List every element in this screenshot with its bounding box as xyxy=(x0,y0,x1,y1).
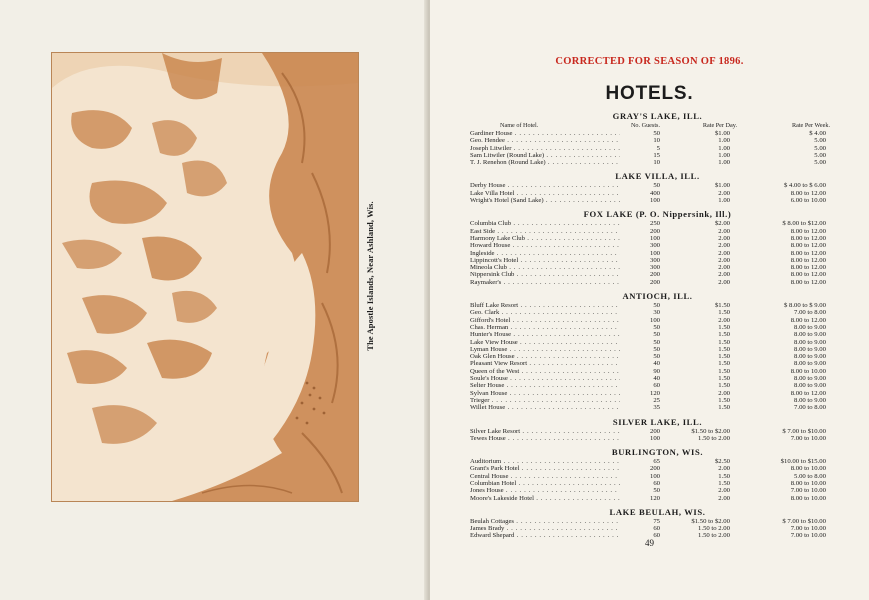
rate-per-day: 2.00 xyxy=(718,249,730,257)
guest-count: 75 xyxy=(653,517,660,525)
season-banner: CORRECTED FOR SEASON OF 1896. xyxy=(555,56,744,67)
guest-count: 60 xyxy=(653,382,660,390)
guest-count: 5 xyxy=(656,144,660,152)
rate-per-day: 1.50 xyxy=(718,472,730,480)
rate-per-day: 2.00 xyxy=(718,256,730,264)
guest-count: 50 xyxy=(653,353,660,361)
section-heading: GRAY'S LAKE, ILL. xyxy=(612,111,703,121)
rate-per-day: $1.50 to $2.00 xyxy=(691,427,730,435)
hotel-name: Lyman House . . . xyxy=(470,346,620,353)
rate-per-week: 8.00 to 10.00 xyxy=(790,494,826,502)
rate-per-day: 2.00 xyxy=(718,271,730,279)
hotel-row xyxy=(470,375,845,382)
guest-count: 100 xyxy=(649,249,660,257)
rate-per-week: 8.00 to 10.00 xyxy=(790,479,826,487)
rate-per-week: 8.00 to 9.00 xyxy=(794,375,826,383)
hotel-name: Gardiner House . . . xyxy=(470,130,620,137)
hotel-name: East Side . . . xyxy=(470,228,620,235)
hotel-row xyxy=(470,130,845,137)
rate-per-day: 1.50 xyxy=(718,479,730,487)
hotel-name: Oak Glen House . . . xyxy=(470,353,620,360)
guest-count: 60 xyxy=(653,532,660,540)
rate-per-day: 1.50 xyxy=(718,396,730,404)
rate-per-day: 2.00 xyxy=(718,242,730,250)
hotel-name: Sam Litwiler (Round Lake) . . . xyxy=(470,152,620,159)
hotel-name: Beulah Cottages . . . xyxy=(470,518,620,525)
hotel-name: Howard House . . . xyxy=(470,242,620,249)
rate-per-week: 8.00 to 12.00 xyxy=(790,316,826,324)
hotel-name: Lake View House . . . xyxy=(470,339,620,346)
rate-per-week: 7.00 to 8.00 xyxy=(794,404,826,412)
rate-per-day: 1.50 to 2.00 xyxy=(698,434,730,442)
rate-per-day: 2.00 xyxy=(718,227,730,235)
hotel-row xyxy=(470,525,845,532)
rate-per-day: 1.50 xyxy=(718,367,730,375)
rate-per-week: 8.00 to 9.00 xyxy=(794,323,826,331)
hotel-rates-table xyxy=(470,111,845,540)
hotel-row xyxy=(470,152,845,159)
guest-count: 90 xyxy=(653,367,660,375)
guest-count: 120 xyxy=(649,494,660,502)
column-headers xyxy=(470,122,845,130)
rate-per-week: 8.00 to 9.00 xyxy=(794,382,826,390)
guest-count: 100 xyxy=(649,197,660,205)
rate-per-day: 1.00 xyxy=(718,151,730,159)
hotel-name: Chas. Herman . . . xyxy=(470,324,620,331)
hotel-row xyxy=(470,145,845,152)
rate-per-week: 5.00 xyxy=(814,151,826,159)
guest-count: 200 xyxy=(649,427,660,435)
hotel-name: Soule's House . . . xyxy=(470,375,620,382)
guest-count: 50 xyxy=(653,302,660,310)
rate-per-week: 8.00 to 9.00 xyxy=(794,345,826,353)
hotel-row xyxy=(470,368,845,375)
hotel-name: Harmony Lake Club . . . xyxy=(470,235,620,242)
rate-per-week: 8.00 to 10.00 xyxy=(790,465,826,473)
hotel-row xyxy=(470,257,845,264)
hotel-row xyxy=(470,331,845,338)
hotel-row xyxy=(470,339,845,346)
hotel-name: James Brady . . . xyxy=(470,525,620,532)
rate-per-week: 7.00 to 8.00 xyxy=(794,309,826,317)
guest-count: 10 xyxy=(653,159,660,167)
rate-per-day: 1.00 xyxy=(718,144,730,152)
rate-per-day: 1.50 to 2.00 xyxy=(698,532,730,540)
hotel-name: Lippincott's Hotel . . . xyxy=(470,257,620,264)
rate-per-week: 8.00 to 12.00 xyxy=(790,189,826,197)
guest-count: 300 xyxy=(649,256,660,264)
hotel-name: Edward Shepard . . . xyxy=(470,532,620,539)
rate-per-day: $1.00 xyxy=(714,182,730,190)
rate-per-day: 1.00 xyxy=(718,137,730,145)
rate-per-day: 2.00 xyxy=(718,316,730,324)
guest-count: 200 xyxy=(649,278,660,286)
left-page xyxy=(0,0,428,600)
rate-per-week: 5.00 xyxy=(814,144,826,152)
hotel-name: Tewes House . . . xyxy=(470,435,620,442)
rate-per-day: 2.00 xyxy=(718,465,730,473)
guest-count: 30 xyxy=(653,309,660,317)
hotel-row xyxy=(470,473,845,480)
guest-count: 35 xyxy=(653,404,660,412)
guest-count: 60 xyxy=(653,525,660,533)
rate-per-week: 8.00 to 9.00 xyxy=(794,396,826,404)
hotel-name: Columbian Hotel . . . xyxy=(470,480,620,487)
hotel-name: Wright's Hotel (Sand Lake) . . . xyxy=(470,197,620,204)
rate-per-week: 7.00 to 10.00 xyxy=(790,434,826,442)
guest-count: 50 xyxy=(653,487,660,495)
section-heading: FOX LAKE (P. O. Nippersink, Ill.) xyxy=(583,209,732,220)
hotel-row xyxy=(470,137,845,144)
rate-per-week: 8.00 to 12.00 xyxy=(790,264,826,272)
guest-count: 50 xyxy=(653,338,660,346)
hotel-row xyxy=(470,390,845,397)
rate-per-day: 1.00 xyxy=(718,197,730,205)
hotel-name: Selter House . . . xyxy=(470,382,620,389)
hotel-name: Moore's Lakeside Hotel . . . xyxy=(470,495,620,502)
hotel-row xyxy=(470,317,845,324)
guest-count: 300 xyxy=(649,242,660,250)
guest-count: 15 xyxy=(653,151,660,159)
hotel-name: Mineola Club . . . xyxy=(470,264,620,271)
hotel-row xyxy=(470,235,845,242)
hotel-name: Columbia Club . . . xyxy=(470,220,620,227)
rate-per-day: 1.50 to 2.00 xyxy=(698,525,730,533)
rate-per-week: 8.00 to 12.00 xyxy=(790,389,826,397)
hotel-row xyxy=(470,250,845,257)
hotel-row xyxy=(470,428,845,435)
rate-per-week: $ 4.00 xyxy=(809,130,826,137)
hotel-row xyxy=(470,190,845,197)
hotel-name: Central House . . . xyxy=(470,473,620,480)
hotel-name: Ingleside . . . xyxy=(470,250,620,257)
rate-per-day: 2.00 xyxy=(718,487,730,495)
guest-count: 60 xyxy=(653,479,660,487)
hotel-row xyxy=(470,159,845,166)
rate-per-week: 6.00 to 10.00 xyxy=(790,197,826,205)
hotel-row xyxy=(470,382,845,389)
hotel-name: Gifford's Hotel . . . xyxy=(470,317,620,324)
guest-count: 300 xyxy=(649,264,660,272)
rate-per-day: 2.00 xyxy=(718,189,730,197)
section-heading: LAKE BEULAH, WIS. xyxy=(609,506,706,517)
rate-per-week: 8.00 to 12.00 xyxy=(790,227,826,235)
rate-per-week: 8.00 to 12.00 xyxy=(790,278,826,286)
guest-count: 200 xyxy=(649,227,660,235)
rate-per-day: $1.50 xyxy=(714,302,730,310)
guest-count: 100 xyxy=(649,316,660,324)
hotel-row xyxy=(470,465,845,472)
hotel-name: Grant's Park Hotel . . . xyxy=(470,465,620,472)
hotel-name: Geo. Clark . . . xyxy=(470,309,620,316)
rate-per-day: 1.50 xyxy=(718,382,730,390)
rate-per-day: $2.00 xyxy=(714,220,730,228)
hotel-name: Silver Lake Resort . . . xyxy=(470,428,620,435)
hotel-row xyxy=(470,309,845,316)
guest-count: 65 xyxy=(653,458,660,466)
hotel-row xyxy=(470,404,845,411)
rate-per-week: 8.00 to 12.00 xyxy=(790,242,826,250)
rate-per-week: 5.00 to 8.00 xyxy=(794,472,826,480)
hotel-row xyxy=(470,324,845,331)
hotel-name: Raymaker's . . . xyxy=(470,279,620,286)
guest-count: 40 xyxy=(653,375,660,383)
rate-per-week: $ 8.00 to $ 9.00 xyxy=(784,302,826,310)
rate-per-week: 8.00 to 9.00 xyxy=(794,338,826,346)
rate-per-day: 2.00 xyxy=(718,264,730,272)
rate-per-week: 7.00 to 10.00 xyxy=(790,532,826,540)
section-heading: LAKE VILLA, ILL. xyxy=(615,171,700,182)
rate-per-week: 7.00 to 10.00 xyxy=(790,487,826,495)
guest-count: 40 xyxy=(653,360,660,368)
hotel-row xyxy=(470,279,845,286)
rate-per-week: 8.00 to 9.00 xyxy=(794,360,826,368)
right-page xyxy=(430,0,869,600)
section-heading: SILVER LAKE, ILL. xyxy=(612,416,703,427)
rate-per-week: 8.00 to 12.00 xyxy=(790,271,826,279)
guest-count: 50 xyxy=(653,323,660,331)
rate-per-week: $ 7.00 to $10.00 xyxy=(782,517,826,525)
section-heading: ANTIOCH, ILL. xyxy=(622,291,693,302)
hotel-row xyxy=(470,360,845,367)
rate-per-day: $1.50 to $2.00 xyxy=(691,517,730,525)
hotel-row xyxy=(470,242,845,249)
landscape-engraving xyxy=(52,53,358,501)
guest-count: 250 xyxy=(649,220,660,228)
caption-text: The Apostle Islands, Near Ashland, Wis. xyxy=(365,201,375,351)
hotel-row xyxy=(470,480,845,487)
guest-count: 100 xyxy=(649,434,660,442)
hotel-row xyxy=(470,487,845,494)
rate-per-day: 1.50 xyxy=(718,331,730,339)
hotel-name: Willet House . . . xyxy=(470,404,620,411)
guest-count: 120 xyxy=(649,389,660,397)
rate-per-day: 2.00 xyxy=(718,494,730,502)
column-header-name: Name of Hotel. xyxy=(500,122,539,129)
guest-count: 10 xyxy=(653,137,660,145)
rate-per-day: 1.50 xyxy=(718,309,730,317)
rate-per-week: 5.00 xyxy=(814,159,826,167)
rate-per-day: 2.00 xyxy=(718,234,730,242)
guest-count: 400 xyxy=(649,189,660,197)
rate-per-day: $2.50 xyxy=(714,458,730,466)
rate-per-week: $ 7.00 to $10.00 xyxy=(782,427,826,435)
column-header-week: Rate Per Week. xyxy=(791,122,830,129)
hotel-row xyxy=(470,435,845,442)
guest-count: 200 xyxy=(649,465,660,473)
hotel-name: Trieger . . . xyxy=(470,397,620,404)
column-header-guests: No. Guests. xyxy=(630,122,660,129)
rate-per-day: 1.50 xyxy=(718,375,730,383)
hotel-name: Queen of the West . . . xyxy=(470,368,620,375)
guest-count: 25 xyxy=(653,396,660,404)
hotel-row xyxy=(470,228,845,235)
rate-per-week: 8.00 to 12.00 xyxy=(790,234,826,242)
guest-count: 50 xyxy=(653,182,660,190)
hotel-name: Nippersink Club . . . xyxy=(470,271,620,278)
hotel-row xyxy=(470,518,845,525)
hotel-name: Auditorium . . . xyxy=(470,458,620,465)
guest-count: 50 xyxy=(653,345,660,353)
hotel-name: Pleasant View Resort . . . xyxy=(470,360,620,367)
illustration-caption xyxy=(360,52,380,500)
rate-per-week: 8.00 to 9.00 xyxy=(794,331,826,339)
hotel-name: Lake Villa Hotel . . . xyxy=(470,190,620,197)
guest-count: 100 xyxy=(649,472,660,480)
hotel-row xyxy=(470,495,845,502)
hotel-row xyxy=(470,182,845,189)
apostle-islands-illustration xyxy=(51,52,359,502)
hotel-name: Joseph Litwiler . . . xyxy=(470,145,620,152)
guest-count: 100 xyxy=(649,234,660,242)
hotel-row xyxy=(470,271,845,278)
rate-per-week: 8.00 to 12.00 xyxy=(790,249,826,257)
rate-per-day: 1.50 xyxy=(718,338,730,346)
rate-per-day: 2.00 xyxy=(718,389,730,397)
guest-count: 50 xyxy=(653,331,660,339)
page-number: 49 xyxy=(645,538,654,548)
hotel-row xyxy=(470,353,845,360)
hotel-row xyxy=(470,264,845,271)
column-header-day: Rate Per Day. xyxy=(702,122,737,129)
rate-per-week: $ 8.00 to $12.00 xyxy=(782,220,826,228)
hotel-name: Derby House . . . xyxy=(470,182,620,189)
rate-per-week: 8.00 to 10.00 xyxy=(790,367,826,375)
rate-per-week: $ 4.00 to $ 6.00 xyxy=(784,182,826,190)
rate-per-week: $10.00 to $15.00 xyxy=(780,458,826,466)
section-heading: BURLINGTON, WIS. xyxy=(611,447,704,458)
hotel-name: T. J. Renehon (Round Lake) . . . xyxy=(470,159,620,166)
hotel-name: Bluff Lake Resort . . . xyxy=(470,302,620,309)
rate-per-day: 1.50 xyxy=(718,360,730,368)
hotel-name: Sylvan House . . . xyxy=(470,390,620,397)
page-title: HOTELS. xyxy=(605,83,694,104)
hotel-row xyxy=(470,346,845,353)
rate-per-day: 1.50 xyxy=(718,345,730,353)
hotel-row xyxy=(470,397,845,404)
rate-per-week: 5.00 xyxy=(814,137,826,145)
rate-per-day: 1.50 xyxy=(718,353,730,361)
rate-per-day: 2.00 xyxy=(718,278,730,286)
guest-count: 200 xyxy=(649,271,660,279)
rate-per-day: 1.50 xyxy=(718,404,730,412)
hotel-name: Jones House . . . xyxy=(470,487,620,494)
rate-per-day: $1.00 xyxy=(714,130,730,137)
hotel-name: Geo. Hendee . . . xyxy=(470,137,620,144)
hotel-row xyxy=(470,458,845,465)
rate-per-day: 1.50 xyxy=(718,323,730,331)
hotel-name: Hunter's House . . . xyxy=(470,331,620,338)
rate-per-week: 8.00 to 12.00 xyxy=(790,256,826,264)
hotel-row xyxy=(470,197,845,204)
hotel-row xyxy=(470,302,845,309)
rate-per-week: 8.00 to 9.00 xyxy=(794,353,826,361)
hotel-row xyxy=(470,220,845,227)
guest-count: 50 xyxy=(653,130,660,137)
rate-per-week: 7.00 to 10.00 xyxy=(790,525,826,533)
rate-per-day: 1.00 xyxy=(718,159,730,167)
